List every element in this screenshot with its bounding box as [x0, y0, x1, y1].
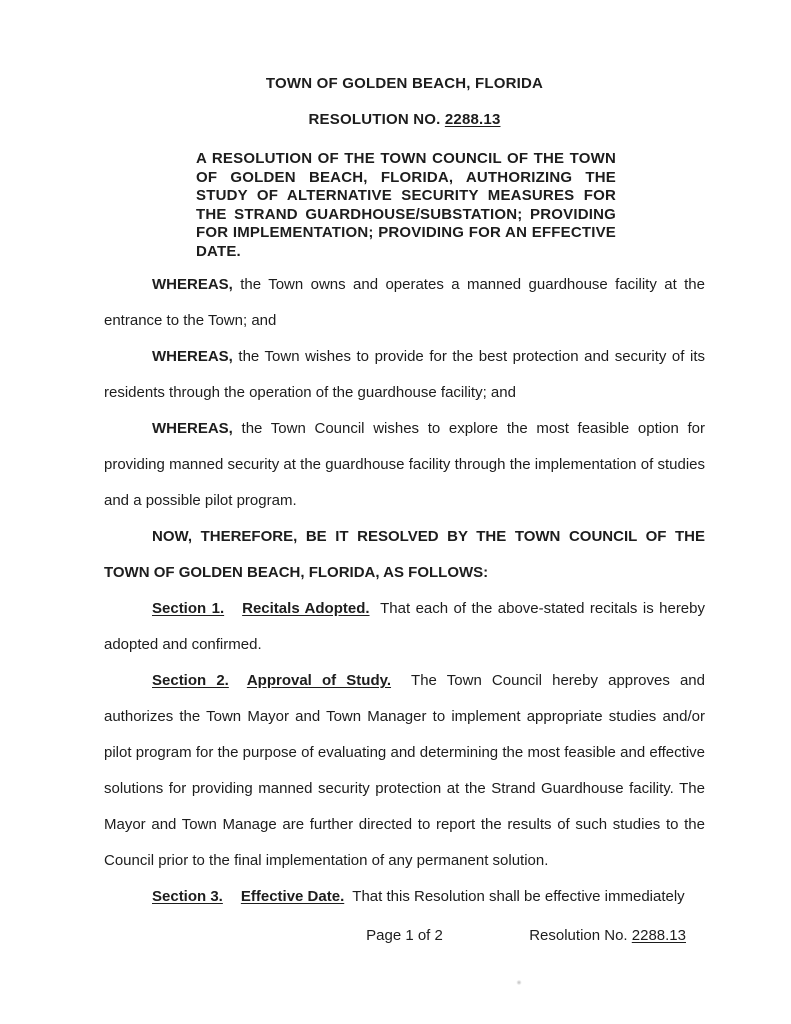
resolution-title-block: A RESOLUTION OF THE TOWN COUNCIL OF THE TOWN OF GOLDEN BEACH, FLORIDA, AUTHORIZING THE STUDY OF ALTERNATIVE SECURITY MEASURES FOR THE STRAND GUARDHOUSE/SUBSTATION; PROVIDING FOR IMPLEMENTATION; PROVIDING FOR AN EFFECTIVE DATE.: [196, 150, 616, 260]
emphasis-text: Section 1.: [152, 600, 225, 617]
section-2-approval: [104, 663, 705, 879]
section-1-recitals: [104, 591, 705, 663]
emphasis-text: Section 2.: [152, 672, 229, 689]
resolved-clause: [104, 519, 705, 591]
body-text: That this Resolution shall be effective immediately: [344, 888, 685, 905]
emphasis-text: NOW, THEREFORE, BE IT RESOLVED BY THE TOWN COUNCIL OF THE TOWN OF GOLDEN BEACH, FLORIDA, AS FOLLOWS:: [104, 528, 705, 581]
emphasis-text: WHEREAS,: [152, 276, 233, 293]
body-text: The Town Council hereby approves and authorizes the Town Mayor and Town Manager to implement appropriate studies and/or pilot program for the purpose of evaluating and determining the most feasible and effective solutions for providing manned security protection at the Strand Guardhouse facility. The Mayor and Town Manage are further directed to report the results of such studies to the Council prior to the final implementation of any permanent solution.: [104, 672, 705, 869]
resolution-number-heading: [104, 110, 705, 129]
whereas-clause-2: [104, 339, 705, 411]
document-title: TOWN OF GOLDEN BEACH, FLORIDA: [265, 75, 544, 92]
footer-resolution-value: 2288.13: [631, 927, 686, 944]
page-number: Page 1 of 2: [366, 927, 443, 944]
page-footer: [104, 926, 705, 946]
body-text: the Town Council wishes to explore the most feasible option for providing manned security at the guardhouse facility through the implementation of studies and a possible pilot program.: [104, 420, 705, 509]
emphasis-text: WHEREAS,: [152, 420, 233, 437]
resolution-number-prefix: RESOLUTION NO.: [308, 111, 445, 128]
whereas-clause-3: [104, 411, 705, 519]
section-3-effective-date: [104, 879, 705, 915]
document-body: [104, 267, 705, 915]
emphasis-text: Effective Date.: [240, 888, 345, 905]
footer-resolution-number: [529, 926, 686, 945]
body-text: the Town wishes to provide for the best protection and security of its residents through the operation of the guardhouse facility; and: [104, 348, 705, 401]
emphasis-text: WHEREAS,: [152, 348, 233, 365]
body-text: That each of the above-stated recitals is hereby adopted and confirmed.: [104, 600, 705, 653]
emphasis-text: Recitals Adopted.: [242, 600, 370, 617]
scan-speck: [516, 980, 522, 985]
emphasis-text: Approval of Study.: [246, 672, 392, 689]
emphasis-text: Section 3.: [152, 888, 223, 905]
whereas-clause-1: [104, 267, 705, 339]
footer-resolution-prefix: Resolution No.: [529, 927, 632, 944]
resolution-number-value: 2288.13: [444, 111, 501, 128]
body-text: the Town owns and operates a manned guardhouse facility at the entrance to the Town; and: [104, 276, 705, 329]
